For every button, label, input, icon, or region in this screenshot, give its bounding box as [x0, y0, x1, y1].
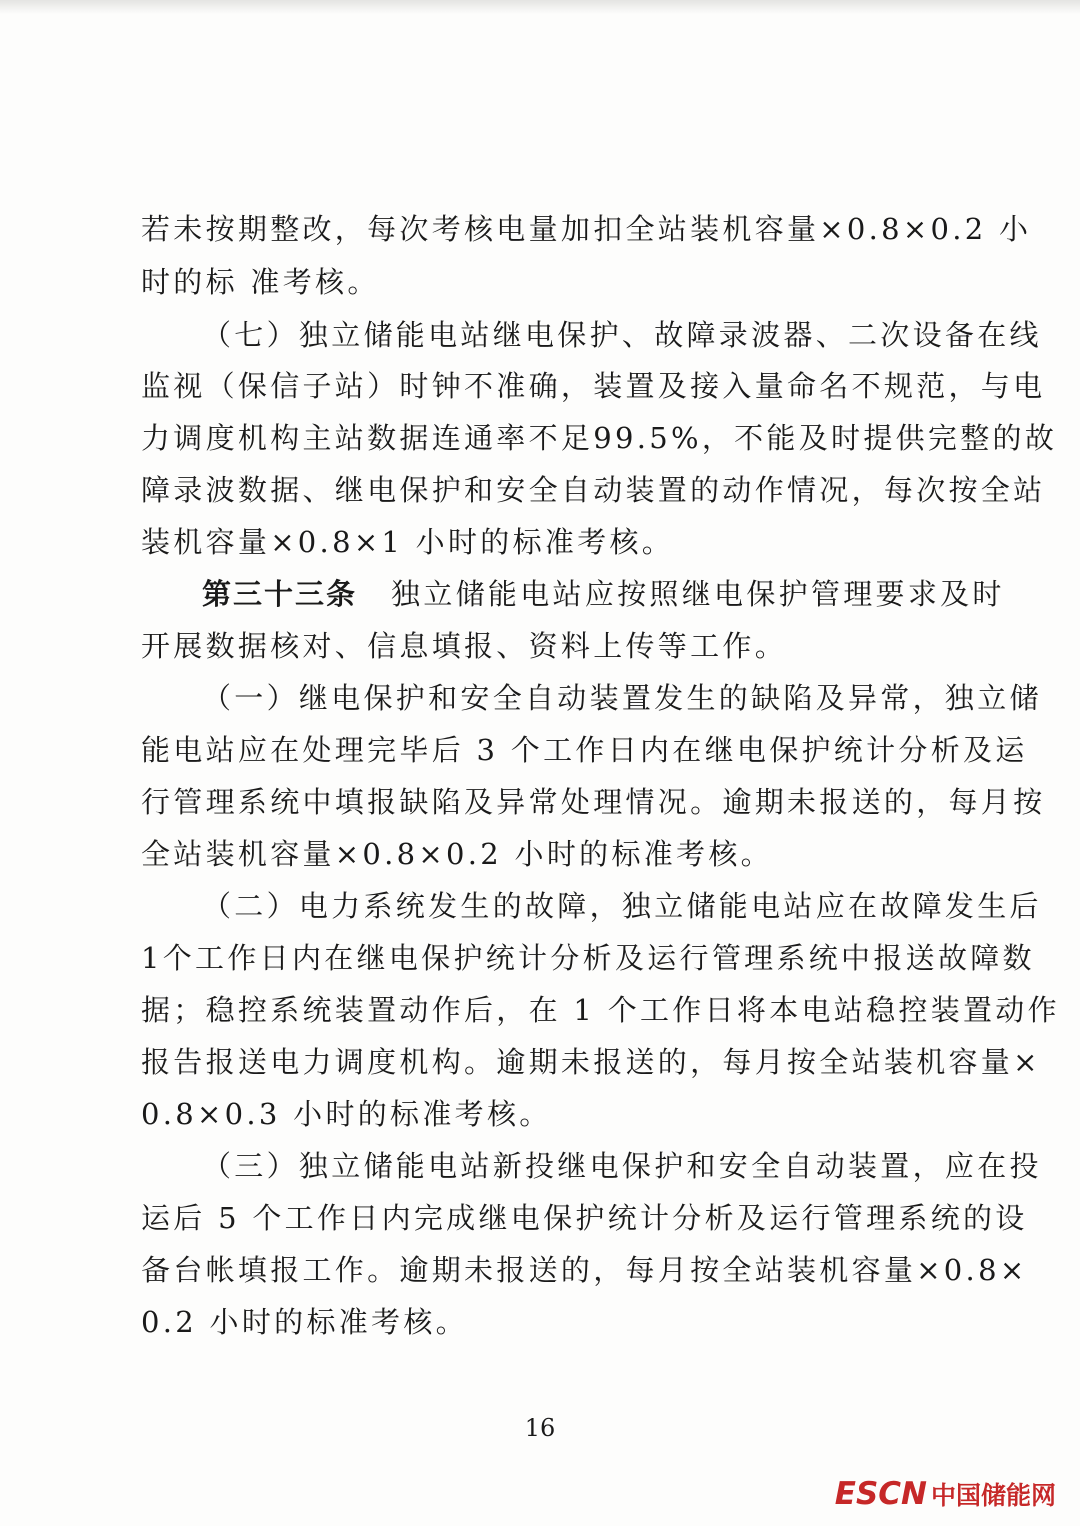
- text-line: 若未按期整改，每次考核电量加扣全站装机容量×0.8×0.2 小: [141, 212, 1032, 246]
- page-number: 16: [524, 1414, 556, 1442]
- text-line: （二）电力系统发生的故障，独立储能电站应在故障发生后: [202, 889, 1042, 923]
- watermark-brand-cn: 中国储能网: [930, 1481, 1056, 1510]
- text-line: （三）独立储能电站新投继电保护和安全自动装置，应在投: [202, 1149, 1042, 1183]
- text-line: 监视（保信子站）时钟不准确，装置及接入量命名不规范，与电: [141, 369, 1046, 403]
- text-line: 装机容量×0.8×1 小时的标准考核。: [141, 525, 675, 559]
- article-heading: 第三十三条: [202, 577, 358, 611]
- text-line: 全站装机容量×0.8×0.2 小时的标准考核。: [141, 837, 773, 871]
- text-line: 0.2 小时的标准考核。: [141, 1305, 468, 1339]
- text-line: 运后 5 个工作日内完成继电保护统计分析及运行管理系统的设: [141, 1201, 1028, 1235]
- text-line: 时的标 准考核。: [141, 265, 380, 299]
- text-line: 能电站应在处理完毕后 3 个工作日内在继电保护统计分析及运: [141, 733, 1028, 767]
- watermark-brand-en: ESCN: [834, 1476, 927, 1512]
- text-line: 障录波数据、继电保护和安全自动装置的动作情况，每次按全站: [141, 473, 1046, 507]
- text-line: 独立储能电站应按照继电保护管理要求及时: [391, 577, 1005, 611]
- text-line: 备台帐填报工作。逾期未报送的，每月按全站装机容量×0.8×: [141, 1253, 1028, 1287]
- text-line: 1个工作日内在继电保护统计分析及运行管理系统中报送故障数: [141, 941, 1035, 975]
- text-line: 0.8×0.3 小时的标准考核。: [141, 1097, 552, 1131]
- scan-edge: [0, 0, 1080, 14]
- escn-watermark-logo: [835, 1476, 1056, 1512]
- article-heading-line: [202, 574, 1005, 614]
- text-line: 行管理系统中填报缺陷及异常处理情况。逾期未报送的，每月按: [141, 785, 1046, 819]
- text-line: （一）继电保护和安全自动装置发生的缺陷及异常，独立储: [202, 681, 1042, 715]
- text-line: 报告报送电力调度机构。逾期未报送的，每月按全站装机容量×: [141, 1045, 1041, 1079]
- text-line: 开展数据核对、信息填报、资料上传等工作。: [141, 629, 788, 663]
- text-line: 据；稳控系统装置动作后，在 1 个工作日将本电站稳控装置动作: [141, 993, 1060, 1027]
- text-line: （七）独立储能电站继电保护、故障录波器、二次设备在线: [202, 318, 1042, 352]
- text-line: 力调度机构主站数据连通率不足99.5%，不能及时提供完整的故: [141, 421, 1058, 455]
